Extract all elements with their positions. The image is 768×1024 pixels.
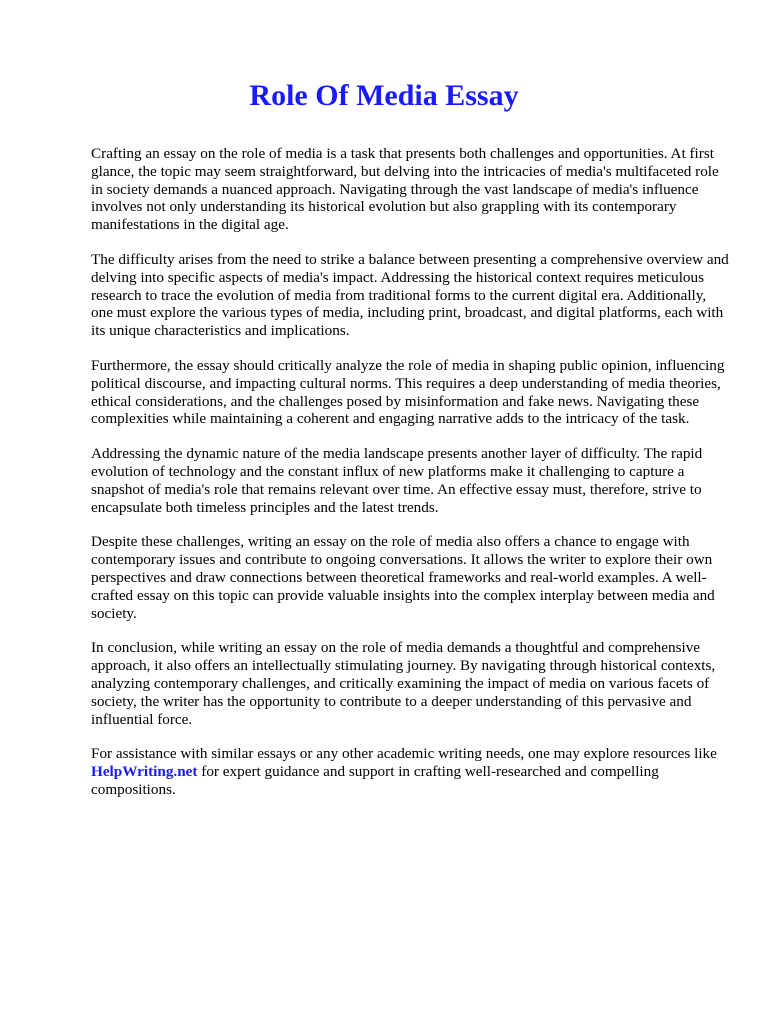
paragraph-1: Crafting an essay on the role of media is a task that presents both challenges and opportunities. At first glance, the topic may seem straightforward, but delving into the intricacies of media's multifaceted role in society demands a nuanced approach. Navigating through the vast landscape of media's influence involves not only understanding its historical evolution but also grappling with its contemporary manifestations in the digital age.: [91, 145, 719, 234]
closing-text-after-link: for expert guidance and support in crafting well-researched and compelling compositions.: [91, 763, 659, 798]
closing-text-before-link: For assistance with similar essays or any other academic writing needs, one may explore resources like: [91, 745, 717, 763]
paragraph-5: Despite these challenges, writing an essay on the role of media also offers a chance to engage with contemporary issues and contribute to ongoing conversations. It allows the writer to explore their own perspectives and draw connections between theoretical frameworks and real-world examples. A well-crafted essay on this topic can provide valuable insights into the complex interplay between media and society.: [91, 533, 715, 622]
paragraph-6: In conclusion, while writing an essay on the role of media demands a thoughtful and comprehensive approach, it also offers an intellectually stimulating journey. By navigating through historical contexts, analyzing contemporary challenges, and critically examining the impact of media on various facets of society, the writer has the opportunity to contribute to a deeper understanding of this pervasive and influential force.: [91, 639, 716, 728]
paragraph-3: Furthermore, the essay should critically analyze the role of media in shaping public opinion, influencing political discourse, and impacting cultural norms. This requires a deep understanding of media theories, ethical considerations, and the challenges posed by misinformation and fake news. Navigating these complexities while maintaining a coherent and engaging narrative adds to the intricacy of the task.: [91, 356, 725, 428]
page-title: Role Of Media Essay: [249, 79, 519, 112]
closing-paragraph: [91, 745, 730, 798]
paragraph-2: The difficulty arises from the need to strike a balance between presenting a comprehensive overview and delving into specific aspects of media's impact. Addressing the historical context requires meticulous research to trace the evolution of media from traditional forms to the current digital era. Additionally, one must explore the various types of media, including print, broadcast, and digital platforms, each with its unique characteristics and implications.: [91, 250, 729, 340]
paragraph-4: Addressing the dynamic nature of the media landscape presents another layer of difficulty. The rapid evolution of technology and the constant influx of new platforms make it challenging to capture a snapshot of media's role that remains relevant over time. An effective essay must, therefore, strive to encapsulate both timeless principles and the latest trends.: [91, 445, 703, 516]
helpwriting-link[interactable]: HelpWriting.net: [91, 763, 198, 781]
